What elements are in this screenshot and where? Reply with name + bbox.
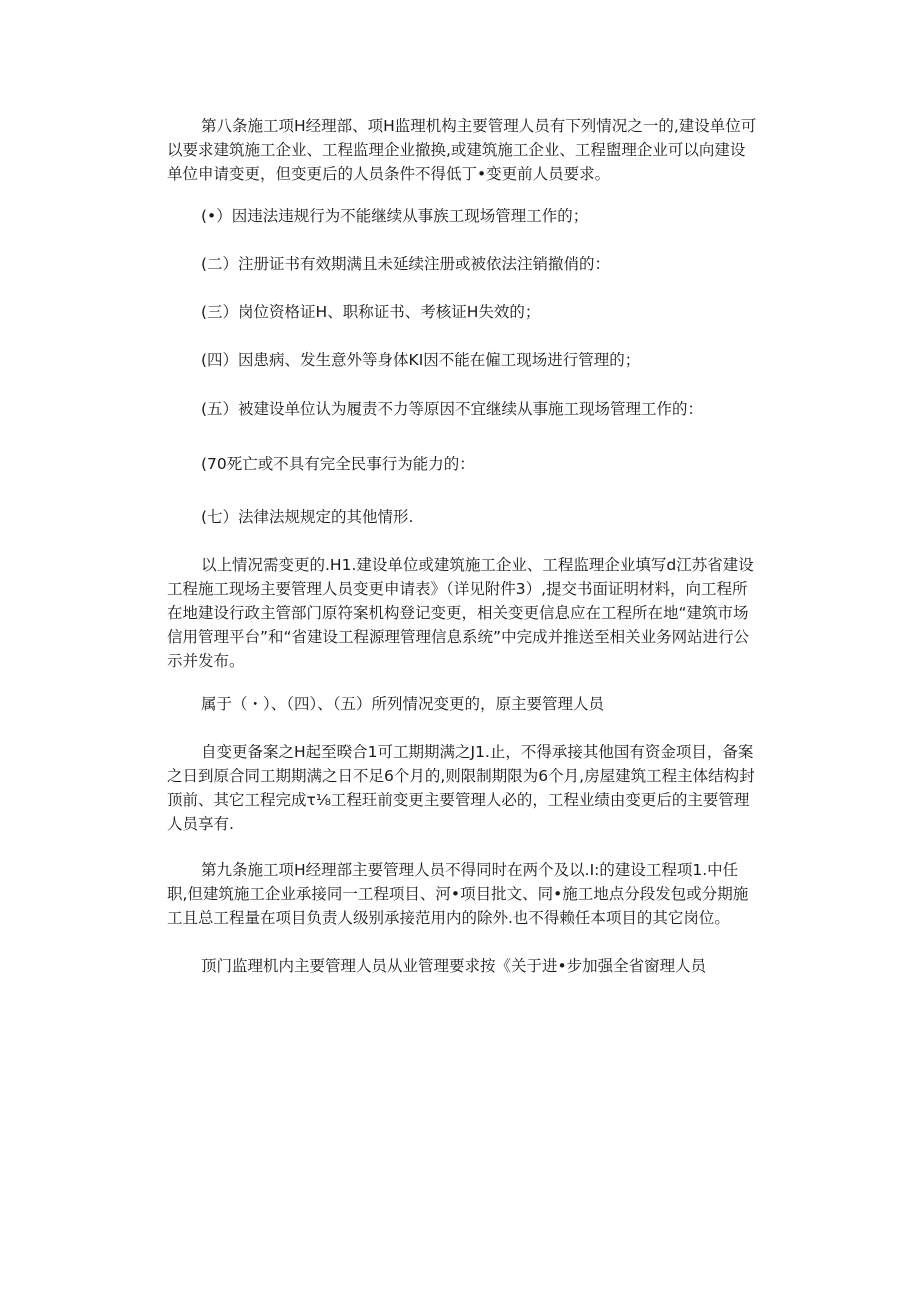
restriction-text: 自变更备案之H起至暌合1可工期期满之J1.止，不得承接其他国有资金项目，备案之日到原合同工期期满之日不足6个月的,则限制期限为6个月,房屋建筑工程主体结构封顶前、其它工程完成τ⅛工程玨前变更主要管理人必的，工程业绩由变更后的主要管理人员享有. <box>167 743 755 833</box>
list-item-5: (五）被建设单位认为履责不力等原因不宜继续从事施工现场管理工作的： <box>201 400 704 418</box>
change-procedure-paragraph <box>167 553 757 673</box>
article-9-paragraph <box>167 858 757 930</box>
restriction-intro-text: 属于（・）、（四）、（五）所列情况变更的，原主要管理人员 <box>201 695 605 713</box>
list-item-3: (三）岗位资格证H、职称证书、考核证H失效的； <box>201 303 541 321</box>
supervision-text: 顶门监理机内主要管理人员从业管理要求按《关于进•步加强全省窗理人员 <box>201 957 707 975</box>
list-item-2: (二）注册证书有效期满且未延续注册或被依法注销撤俏的： <box>201 255 611 273</box>
article-9-text: 第九条施工项H经理部主要管理人员不得同时在两个及以.I:的建设工程项1.中任职,但建筑施工企业承接同一工程项目、河•项目批文、同•施工地点分段发包或分期施工且总工程量在项目负责人级别承接范用内的除外.也不得赖任本项目的其它岗位。 <box>167 861 749 927</box>
restriction-paragraph <box>167 740 757 836</box>
change-procedure-text: 以上情况需变更的.H1.建设单位或建筑施工企业、工程监理企业填写d江苏省建设工程施工现场主要管理人员变更申请表》（详见附件3）,提交书面证明材料，向工程所在地建设行政主管部门原符案机构登记变更，相关变更信息应在工程所在地“建筑市场信用管理平台”和“省建设工程源理管理信息系统”中完成并推送至相关业务网站进行公示并发布。 <box>167 556 754 670</box>
list-item-7: (七）法律法规规定的其他情形. <box>201 508 414 526</box>
list-item-1: (•）因违法违规行为不能继续从事族工现场管理工作的； <box>201 207 589 225</box>
list-item-6: (70死亡或不具有完全民事行为能力的： <box>201 455 475 473</box>
list-item-4: (四）因患病、发生意外等身体KI因不能在僱工现场进行管理的； <box>201 351 641 369</box>
article-8-paragraph <box>167 114 757 186</box>
supervision-paragraph <box>167 954 757 978</box>
article-8-text: 第八条施工项H经理部、项H监理机构主要管理人员有下列情况之一的,建设单位可以要求建筑施工企业、工程监理企业撤换,或建筑施工企业、工程盥理企业可以向建设单位申请变更，但变更后的人员条件不得低丁•变更前人员要求。 <box>167 117 757 183</box>
restriction-intro-paragraph <box>167 692 757 716</box>
